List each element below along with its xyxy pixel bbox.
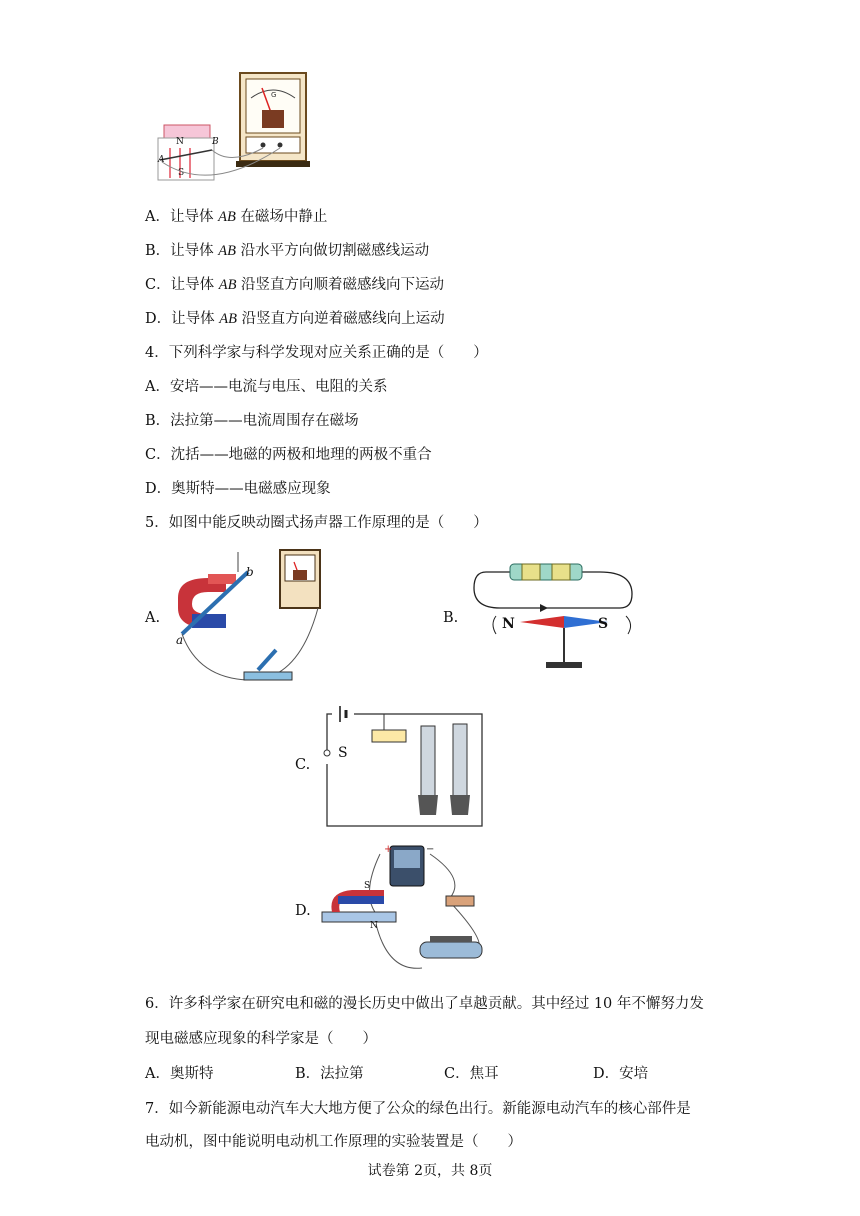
battery-plus: + [384, 844, 393, 855]
q4-option-d: D．奥斯特——电磁感应现象 [145, 481, 331, 497]
point-b: B [212, 137, 219, 147]
q5-figure-d [318, 840, 493, 980]
q4-option-c: C．沈括——地磁的两极和地理的两极不重合 [145, 447, 432, 463]
q3-figure [150, 70, 320, 195]
q4-option-b: B．法拉第——电流周围存在磁场 [145, 413, 359, 429]
point-b-label: b [246, 565, 254, 579]
switch-label: S [338, 745, 348, 761]
q6-option-a: A．奥斯特 [145, 1066, 214, 1082]
q3-option-d: D．让导体 AB 沿竖直方向逆着磁感线向上运动 [145, 311, 445, 327]
q5-option-b-label: B. [443, 610, 459, 626]
battery-minus: − [426, 844, 435, 855]
q7-stem-line2: 电动机，图中能说明电动机工作原理的实验装置是（ ） [145, 1134, 522, 1150]
galvanometer-label: G [271, 91, 277, 99]
q6-option-c: C．焦耳 [444, 1066, 499, 1082]
pole-n-label: N [502, 616, 515, 632]
q5-figure-a [168, 548, 348, 688]
q5-option-a-label: A. [145, 610, 161, 626]
q7-stem-line1: 7．如今新能源电动汽车大大地方便了公众的绿色出行。新能源电动汽车的核心部件是 [145, 1101, 691, 1117]
q5-option-c-label: C. [295, 757, 311, 773]
point-a: A [158, 155, 165, 165]
q3-option-c: C．让导体 AB 沿竖直方向顺着磁感线向下运动 [145, 277, 445, 293]
q6-option-b: B．法拉第 [295, 1066, 364, 1082]
q3-option-a: A．让导体 AB 在磁场中静止 [145, 209, 328, 225]
q6-stem-line2: 现电磁感应现象的科学家是（ ） [145, 1031, 377, 1047]
q4-option-a: A．安培——电流与电压、电阻的关系 [145, 379, 388, 395]
q5-option-d-label: D. [295, 903, 311, 919]
q6-stem-line1: 6．许多科学家在研究电和磁的漫长历史中做出了卓越贡献。其中经过 10 年不懈努力发 [145, 996, 704, 1012]
q5-figure-b [470, 558, 645, 673]
pole-n: N [176, 137, 184, 147]
q3-option-b: B．让导体 AB 沿水平方向做切割磁感线运动 [145, 243, 430, 259]
q5-stem: 5．如图中能反映动圈式扬声器工作原理的是（ ） [145, 515, 488, 531]
pole-s: S [178, 168, 185, 178]
page-footer: 试卷第 2页，共 8页 [367, 1163, 493, 1179]
q4-stem: 4．下列科学家与科学发现对应关系正确的是（ ） [145, 345, 488, 361]
pole-s-label: S [598, 616, 609, 632]
q5-figure-c [318, 700, 486, 830]
magnet-n-label: N [370, 921, 378, 931]
magnet-s-label: S [364, 881, 371, 891]
q6-option-d: D．安培 [593, 1066, 649, 1082]
point-a-label: a [176, 633, 184, 647]
